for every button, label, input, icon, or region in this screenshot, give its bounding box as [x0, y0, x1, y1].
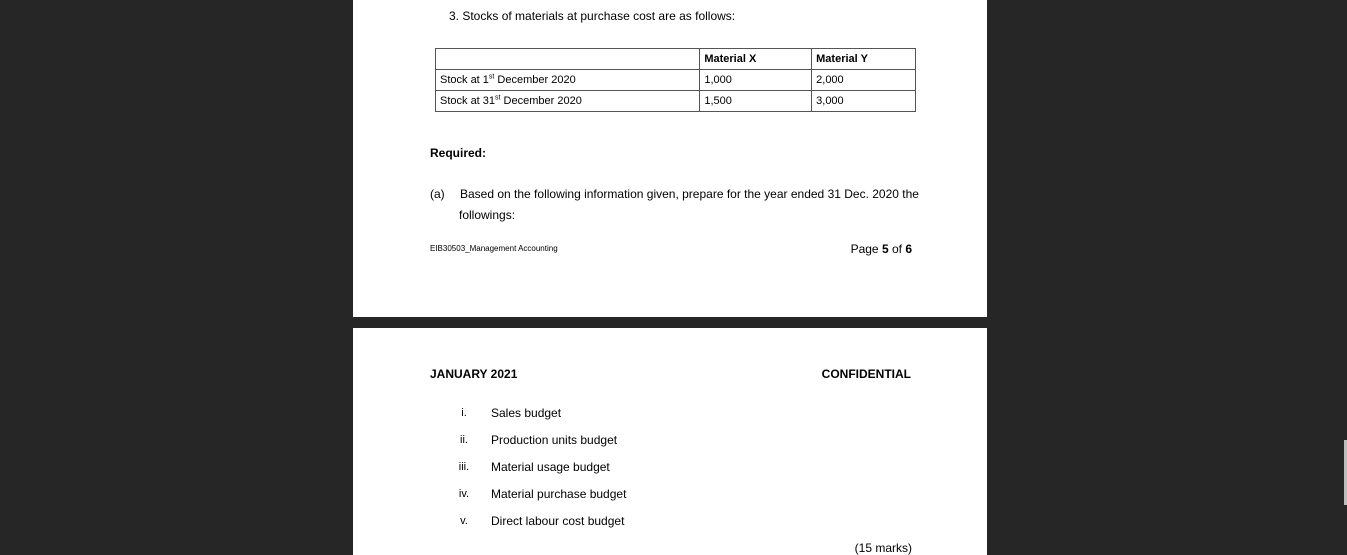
list-item-label: Production units budget [491, 433, 618, 447]
document-page-5 [353, 0, 987, 317]
part-a-label: (a) [430, 187, 445, 201]
list-item-number: iii. [458, 461, 470, 473]
table-header-row [436, 49, 916, 70]
table-row [436, 70, 916, 91]
list-item-number: ii. [460, 434, 468, 446]
table-header-empty [436, 49, 700, 70]
list-item-label: Material purchase budget [491, 487, 627, 501]
list-item-label: Sales budget [491, 406, 562, 420]
document-page-6 [353, 328, 987, 555]
material-x-value: 1,000 [700, 70, 812, 91]
row-label: Stock at 31st December 2020 [436, 91, 700, 112]
table-header-material-x: Material X [700, 49, 812, 70]
question-3-text: 3. Stocks of materials at purchase cost are as follows: [449, 9, 736, 23]
stock-table [435, 48, 916, 112]
material-y-value: 3,000 [812, 91, 916, 112]
part-a-text-line1: Based on the following information given, prepare for the year ended 31 Dec. 2020 the [460, 187, 919, 201]
list-item-number: i. [461, 407, 467, 419]
table-header-material-y: Material Y [812, 49, 916, 70]
row-label: Stock at 1st December 2020 [436, 70, 700, 91]
material-y-value: 2,000 [812, 70, 916, 91]
table-row [436, 91, 916, 112]
header-confidential: CONFIDENTIAL [821, 367, 911, 381]
part-a-text-line2: followings: [459, 208, 516, 222]
footer-course-code: EIB30503_Management Accounting [430, 244, 558, 253]
material-x-value: 1,500 [700, 91, 812, 112]
list-item-number: iv. [458, 488, 470, 500]
required-heading: Required: [430, 146, 487, 160]
marks-label: (15 marks) [854, 541, 912, 555]
list-item-label: Direct labour cost budget [491, 514, 625, 528]
footer-page-number: Page 5 of 6 [850, 242, 912, 256]
list-item-number: v. [460, 515, 468, 527]
list-item-label: Material usage budget [491, 460, 610, 474]
header-date: JANUARY 2021 [430, 367, 518, 381]
